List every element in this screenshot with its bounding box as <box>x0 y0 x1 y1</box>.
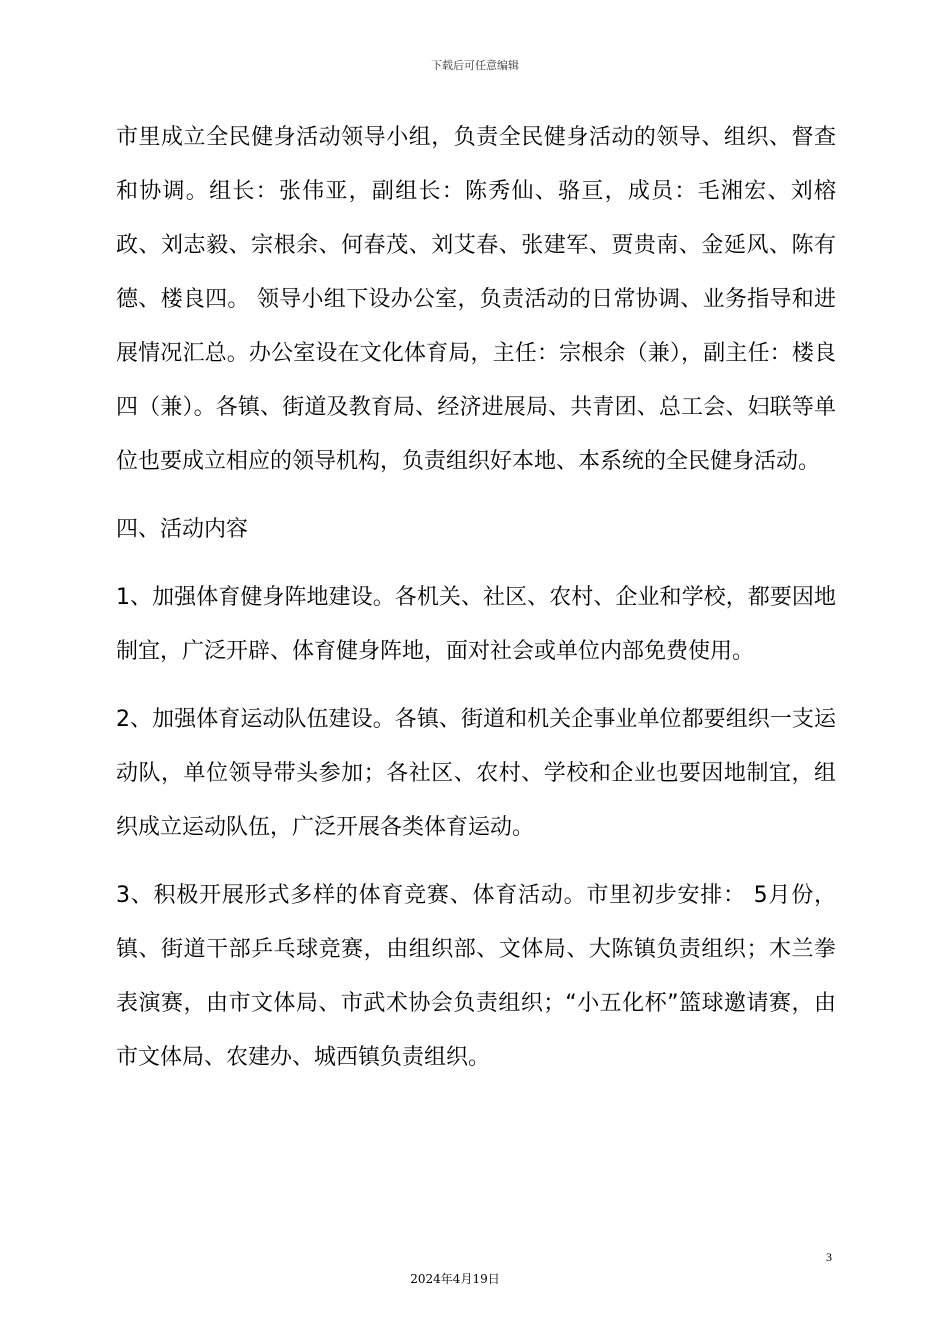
paragraph-item-1: 1、加强体育健身阵地建设。各机关、社区、农村、企业和学校，都要因地制宜，广泛开辟、体育健身阵地，面对社会或单位内部免费使用。 <box>116 585 836 664</box>
footer-date: 2024年4月19日 <box>410 1272 500 1286</box>
page-number: 3 <box>826 1250 832 1264</box>
paragraph-item-2: 2、加强体育运动队伍建设。各镇、街道和机关企事业单位都要组织一支运动队，单位领导带头参加；各社区、农村、学校和企业也要因地制宜，组织成立运动队伍，广泛开展各类体育运动。 <box>116 707 836 840</box>
paragraph-item-3: 3、积极开展形式多样的体育竞赛、体育活动。市里初步安排： 5月份，镇、街道干部乒乓球竞赛，由组织部、文体局、大陈镇负责组织；木兰拳表演赛，由市文体局、市武术协会负责组织；“小五化杯”篮球邀请赛，由市文体局、农建办、城西镇负责组织。 <box>116 883 836 1070</box>
paragraph-leadership-group: 市里成立全民健身活动领导小组，负责全民健身活动的领导、组织、督查和协调。组长：张伟亚，副组长：陈秀仙、骆亘，成员：毛湘宏、刘榕政、刘志毅、宗根余、何春茂、刘艾春、张建军、贾贵南、金延风、陈有德、楼良四。 领导小组下设办公室，负责活动的日常协调、业务指导和进展情况汇总。办公室设在文化体育局，主任：宗根余（兼），副主任：楼良四（兼）。各镇、街道及教育局、经济进展局、共青团、总工会、妇联等单位也要成立相应的领导机构，负责组织好本地、本系统的全民健身活动。 <box>116 125 836 474</box>
header-note: 下载后可任意编辑 <box>431 59 519 72</box>
section-heading-activity-content: 四、活动内容 <box>116 517 249 542</box>
document-body <box>116 111 836 1099</box>
